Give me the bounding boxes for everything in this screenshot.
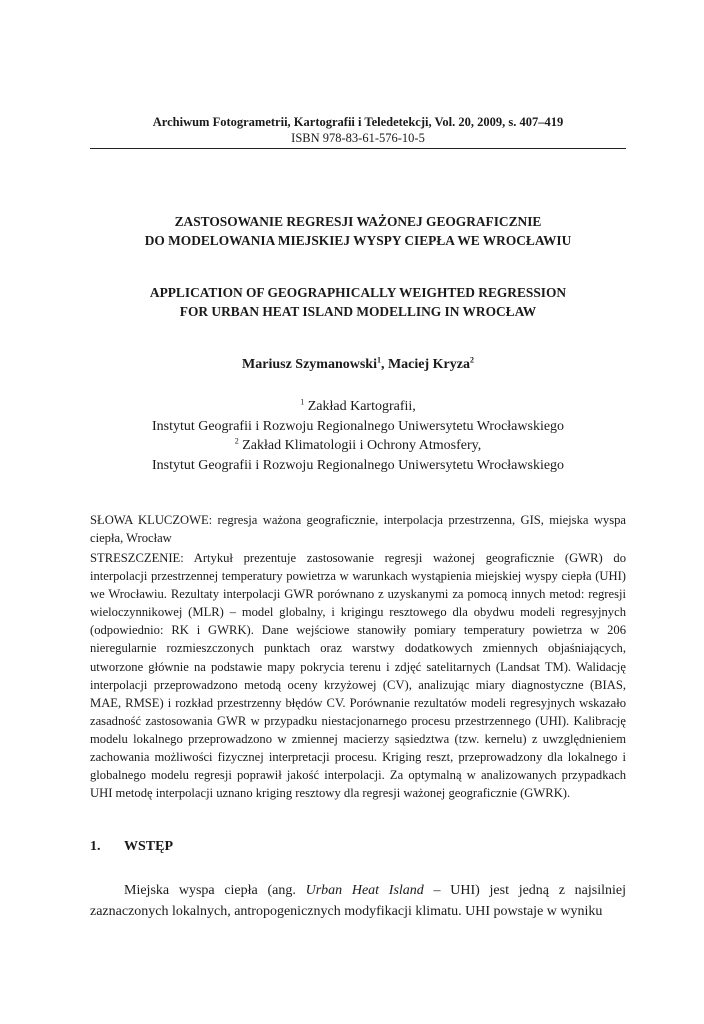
affiliations [90, 397, 626, 475]
title-english [90, 283, 626, 321]
title-polish-line1: ZASTOSOWANIE REGRESJI WAŻONEJ GEOGRAFICZNIE [174, 214, 542, 229]
title-english-line1: APPLICATION OF GEOGRAPHICALLY WEIGHTED REGRESSION [149, 285, 567, 300]
affiliation-2-department-text: Zakład Klimatologii i Ochrony Atmosfery, [238, 438, 482, 453]
author-1: Mariusz Szymanowski [242, 357, 377, 372]
title-polish [90, 212, 626, 250]
authors [90, 356, 626, 374]
isbn: ISBN 978-83-61-576-10-5 [291, 131, 425, 145]
title-polish-line2: DO MODELOWANIA MIEJSKIEJ WYSPY CIEPŁA WE WROCŁAWIU [144, 233, 572, 248]
author-separator: , [380, 357, 388, 372]
section-title: WSTĘP [124, 839, 174, 854]
affiliation-1-department [90, 397, 626, 417]
section-heading [90, 838, 626, 856]
affiliation-2-department [90, 436, 626, 456]
affiliation-2-mark: 2 [234, 436, 239, 446]
affiliation-1-mark: 1 [300, 397, 305, 407]
affiliation-1-institute: Instytut Geografii i Rozwoju Regionalnego Uniwersytetu Wrocławskiego [151, 418, 565, 434]
abstract: STRESZCZENIE: Artykuł prezentuje zastosowanie regresji ważonej geograficznie (GWR) do interpolacji przestrzennej temperatury powietrza w warunkach wystąpienia miejskiej wyspy ciepła (UHI) we Wrocławiu. Rezultaty interpolacji GWR porównano z uzyskanymi za pomocą innych metod: regresji wieloczynnikowej (MLR) – model globalny, i krigingu resztowego dla obydwu modeli regresyjnych (odpowiednio: RK i GWRK). Dane wejściowe stanowiły pomiary temperatury powietrza w 206 nieregularnie rozmieszczonych punktach oraz warstwy dodatkowych zmiennych objaśniających, utworzone głównie na podstawie mapy pokrycia terenu i zdjęć satelitarnych (Landsat TM). Walidację interpolacji przeprowadzono metodą oceny krzyżowej (CV), analizując miary diagnostyczne (BIAS, MAE, RMSE) i rozkład przestrzenny błędów CV. Porównanie rezultatów modeli regresyjnych wskazało zasadność zastosowania GWR w przypadku niestacjonarnego procesu przestrzennego (UHI). Kalibrację modelu lokalnego przeprowadzono w zmiennej macierzy sąsiedztwa (tzw. kernelu) z uwzględnieniem zachowania możliwości fizycznej interpretacji procesu. Kriging reszt, przeprowadzony dla lokalnego i globalnego modelu regresji poprawił jakość interpolacji. Za optymalną w analizowanych przypadkach UHI metodę interpolacji uznano kriging resztowy dla regresji ważonej geograficznie (GWRK). [90, 551, 626, 801]
intro-text-rest: – UHI) jest jedną z najsilniej zaznaczonych lokalnych, antropogenicznych modyfikacji klimatu. UHI powstaje w wyniku [90, 883, 626, 919]
affiliation-2-institute: Instytut Geografii i Rozwoju Regionalnego Uniwersytetu Wrocławskiego [151, 457, 565, 473]
affiliation-1-department-text: Zakład Kartografii, [304, 399, 416, 414]
header-divider [90, 148, 626, 149]
title-english-line2: FOR URBAN HEAT ISLAND MODELLING IN WROCŁAW [179, 304, 537, 319]
section-number: 1. [90, 839, 101, 854]
journal-citation: Archiwum Fotogrametrii, Kartografii i Teledetekcji, Vol. 20, 2009, s. 407–419 [152, 115, 564, 129]
author-2-affiliation-mark: 2 [469, 355, 474, 365]
intro-term-emphasis: Urban Heat Island [305, 883, 424, 898]
intro-paragraph [90, 880, 626, 922]
author-2: Maciej Kryza [387, 357, 470, 372]
author-1-affiliation-mark: 1 [376, 355, 381, 365]
intro-text-start: Miejska wyspa ciepła (ang. [124, 883, 306, 898]
keywords: SŁOWA KLUCZOWE: regresja ważona geograficznie, interpolacja przestrzenna, GIS, miejska wyspa ciepła, Wrocław [90, 513, 626, 546]
